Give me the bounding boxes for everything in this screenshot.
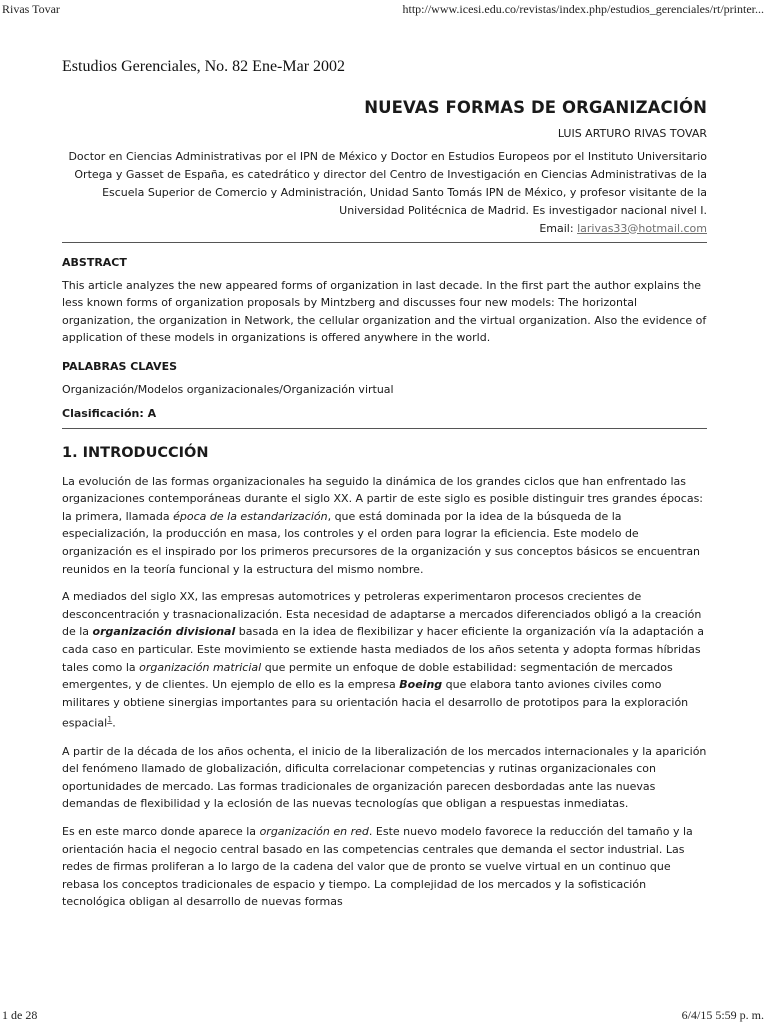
author-bio-text: Doctor en Ciencias Administrativas por el IPN de México y Doctor en Estudios Europeos por el Instituto Universitario Ortega y Gasset de España, es catedrático y director del Centro de Investigación en Ciencias Administrativas de la Escuela Superior de Comercio y Administración, Unidad Santo Tomás IPN de México, y profesor visitante de la Universidad Politécnica de Madrid. Es investigador nacional nivel I.	[68, 149, 707, 217]
p2-text-d: que elabora tanto aviones civiles como militares y obtiene sinergias importantes para su orientación hacia el desarrollo de prototipos para la exploración espacial	[62, 678, 689, 730]
keywords-section	[62, 360, 707, 399]
email-link[interactable]: larivas33@hotmail.com	[577, 221, 707, 235]
footnote-link[interactable]: 1	[107, 715, 113, 725]
divider-top	[62, 242, 707, 243]
p2-strong-emphasis: organización divisional	[92, 625, 236, 639]
intro-paragraph-3: A partir de la década de los años ochenta, el inicio de la liberalización de los mercados internacionales y la aparición del fenómeno llamado de globalización, dificulta correlacionar competencias y rutinas organizacionales con oportunidades de mercado. Las formas tradicionales de organización parecen desbordadas ante las nuevas demandas de flexibilidad y la eclosión de las nuevas tecnologías que obligan a respuestas inmediatas.	[62, 744, 707, 811]
classification: Clasificación: A	[62, 406, 157, 420]
journal-citation: Estudios Gerenciales, No. 82 Ene-Mar 2002	[62, 58, 346, 75]
keywords-heading: PALABRAS CLAVES	[62, 359, 178, 373]
print-footer	[0, 1008, 768, 1024]
p2-text-b: basada en la idea de flexibilizar y hacer eficiente la organización vía la adaptación a cada caso en particular. Este movimiento se extiende hasta mediados de los años setenta y adopta formas híbridas tales como la	[62, 625, 704, 674]
page-counter: 1 de 28	[2, 1008, 38, 1022]
p4-text-b: . Este nuevo modelo favorece la reducción del tamaño y la orientación hacia el negocio central basado en las competencias centrales que demanda el sector industrial. Las redes de firmas proliferan a lo largo de la cadena del valor que de pronto se vuelve virtual en un continuo que rebasa los conceptos tradicionales de espacio y tiempo. La complejidad de los mercados y la sofisticación tecnológica obligan al desarrollo de nuevas formas	[62, 824, 693, 909]
email-label: Email:	[539, 221, 578, 235]
abstract-text: This article analyzes the new appeared forms of organization in last decade. In the first part the author explains the less known forms of organization proposals by Mintzberg and discusses four new models: The horizontal organization, the organization in Network, the cellular organization and the virtual organization. Also the evidence of application of these models in organizations is offered anywhere in the world.	[62, 278, 707, 345]
p2-strong-emphasis-2: Boeing	[399, 678, 443, 692]
intro-paragraph-2	[62, 588, 707, 732]
p2-text-a: A mediados del siglo XX, las empresas automotrices y petroleras experimentaron procesos crecientes de desconcentración y trasnacionalización. Esta necesidad de adaptarse a mercados diferenciados obligó a la creación de la	[62, 590, 702, 639]
print-header-title: Rivas Tovar	[2, 2, 60, 16]
abstract-heading: ABSTRACT	[62, 255, 127, 269]
article-page	[62, 58, 707, 921]
keywords-text: Organización/Modelos organizacionales/Organización virtual	[62, 382, 394, 396]
divider-bottom	[62, 428, 707, 429]
author-bio	[62, 148, 707, 238]
print-header	[0, 2, 768, 18]
p1-text-b: , que está dominada por la idea de la búsqueda de la especialización, la producción en masa, los controles y el orden para lograr la eficiencia. Este modelo de organización es el inspirado por los primeros precursores de la organización y sus conceptos básicos se encuentran reunidos en la teoría funcional y la estructura del mismo nombre.	[62, 509, 701, 576]
p2-text-e: .	[112, 716, 116, 730]
print-header-url: http://www.icesi.edu.co/revistas/index.php/estudios_gerenciales/rt/printer...	[402, 2, 764, 16]
print-timestamp: 6/4/15 5:59 p. m.	[681, 1008, 764, 1022]
intro-paragraph-4	[62, 823, 707, 911]
article-author: LUIS ARTURO RIVAS TOVAR	[557, 126, 707, 140]
intro-section	[62, 445, 707, 911]
p4-emphasis: organización en red	[259, 824, 369, 838]
p4-text-a: Es en este marco donde aparece la	[62, 824, 260, 838]
article-title: NUEVAS FORMAS DE ORGANIZACIÓN	[364, 97, 707, 117]
p2-text-c: que permite un enfoque de doble estabilidad: segmentación de mercados emergentes, y de clientes. Un ejemplo de ello es la empresa	[62, 660, 673, 692]
abstract-section	[62, 256, 707, 347]
p1-text-a: La evolución de las formas organizacionales ha seguido la dinámica de los grandes ciclos que han enfrentado las organizaciones contemporáneas durante el siglo XX. A partir de este siglo es posible distinguir tres grandes épocas: la primera, llamada	[62, 474, 704, 523]
email-line	[62, 220, 707, 238]
intro-paragraph-1	[62, 473, 707, 579]
intro-heading: 1. INTRODUCCIÓN	[62, 444, 209, 461]
p2-emphasis: organización matricial	[139, 660, 262, 674]
p1-emphasis: época de la estandarización	[173, 509, 328, 523]
